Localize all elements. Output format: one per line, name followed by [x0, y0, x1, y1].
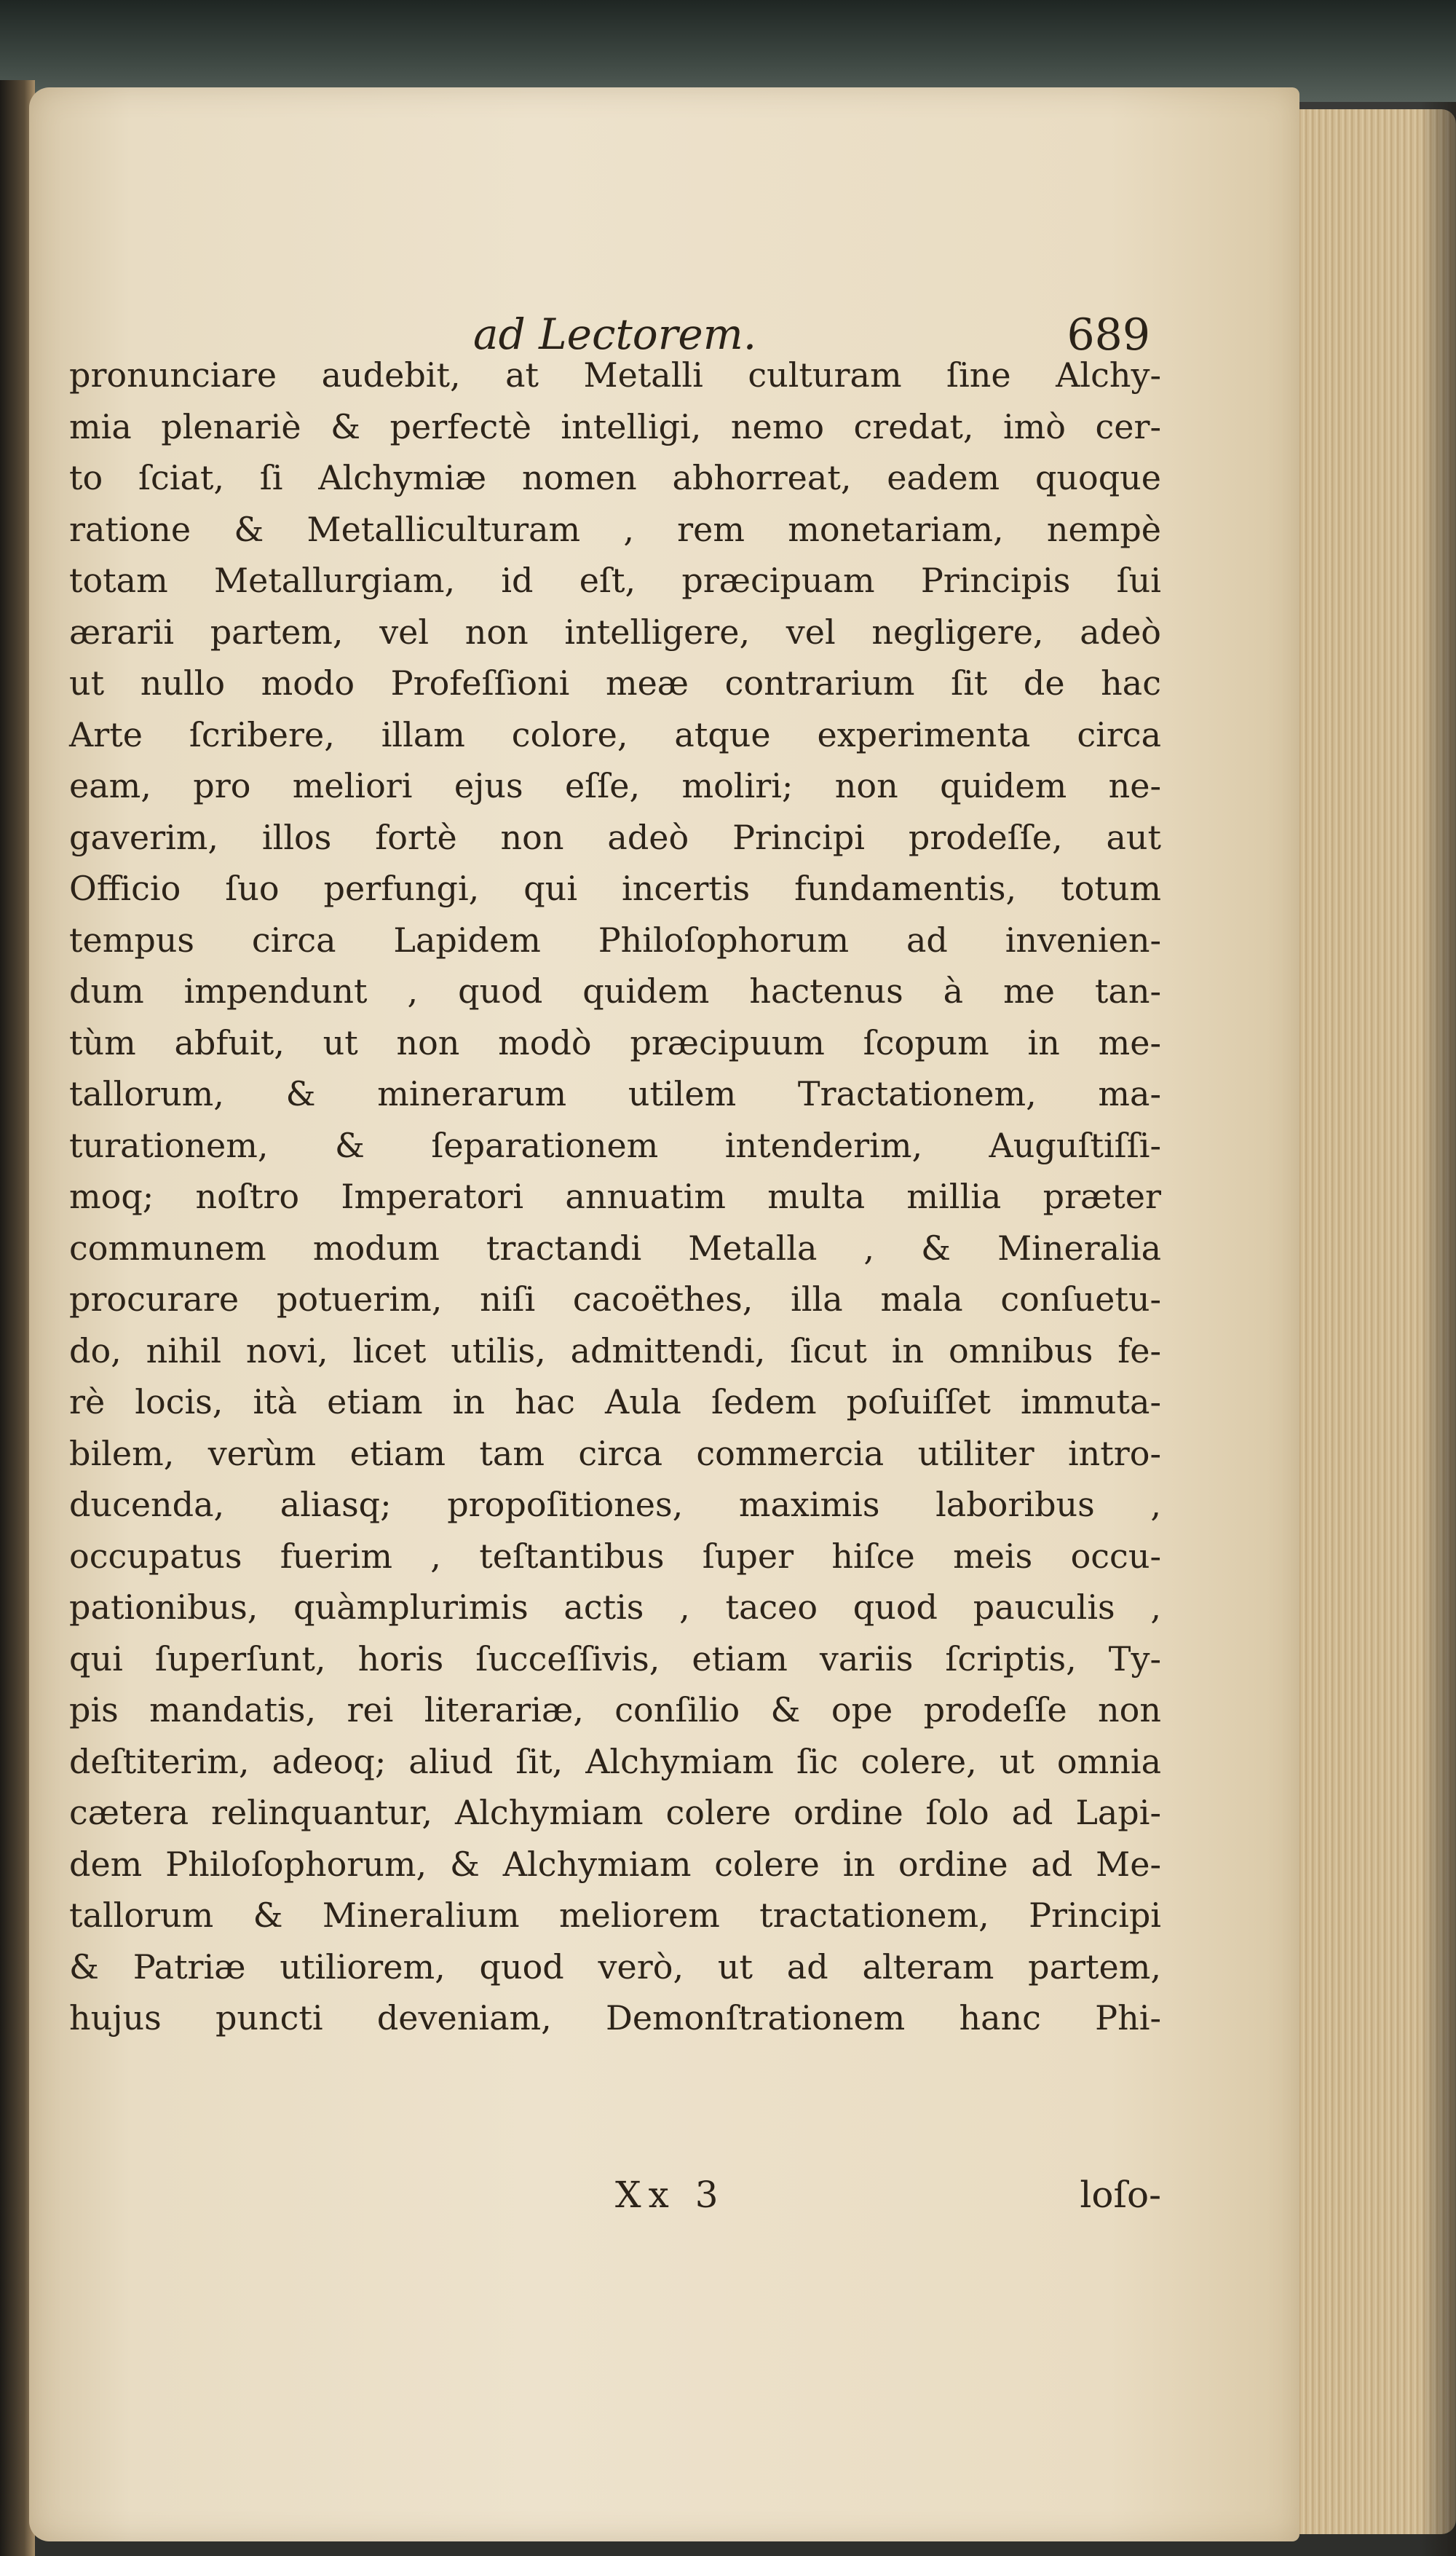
- text-line: pronunciare audebit, at Metalli culturam ſine Alchy-: [69, 355, 1161, 395]
- signature-mark: Xx 3: [615, 2174, 726, 2216]
- text-line: do, nihil novi, licet utilis, admittendi, ſicut in omnibus fe-: [69, 1330, 1161, 1370]
- text-line: ratione & Metalliculturam , rem monetariam, nempè: [69, 509, 1161, 549]
- book-page: [29, 87, 1299, 2541]
- text-line: ut nullo modo Profeſſioni meæ contrarium ſit de hac: [69, 663, 1161, 703]
- text-line: occupatus fuerim , teſtantibus ſuper hiſce meis occu-: [69, 1536, 1161, 1576]
- text-line: tùm abfuit, ut non modò præcipuum ſcopum in me-: [69, 1022, 1161, 1062]
- text-line: pationibus, quàmplurimis actis , taceo quod pauculis ,: [69, 1587, 1161, 1627]
- text-line: dum impendunt , quod quidem hactenus à me tan-: [69, 971, 1161, 1011]
- text-line: totam Metallurgiam, id eſt, præcipuam Principis ſui: [69, 561, 1161, 600]
- book-cover-top: [0, 0, 1456, 102]
- text-line: bilem, verùm etiam tam circa commercia utiliter intro-: [69, 1433, 1161, 1473]
- page-edge-shadow: [1420, 102, 1456, 2556]
- page-number: 689: [1067, 309, 1150, 360]
- text-line: & Patriæ utiliorem, quod verò, ut ad alteram partem,: [69, 1946, 1161, 1987]
- text-line: deſtiterim, adeoq; aliud ſit, Alchymiam ſic colere, ut omnia: [69, 1741, 1161, 1781]
- text-line: ærarii partem, vel non intelligere, vel negligere, adeò: [69, 612, 1161, 652]
- text-line: tallorum & Mineralium meliorem tractationem, Principi: [69, 1896, 1161, 1935]
- text-line: cætera relinquantur, Alchymiam colere ordine ſolo ad Lapi-: [69, 1793, 1161, 1832]
- text-line: tempus circa Lapidem Philoſophorum ad invenien-: [69, 920, 1161, 960]
- text-line: ducenda, aliasq; propoſitiones, maximis laboribus ,: [69, 1485, 1161, 1524]
- text-line: eam, pro meliori ejus eſſe, moliri; non quidem ne-: [69, 766, 1161, 805]
- catchword: loſo-: [1080, 2174, 1161, 2216]
- page-footer: [69, 2174, 1161, 2232]
- text-line: to ſciat, ſi Alchymiæ nomen abhorreat, eadem quoque: [69, 458, 1161, 497]
- text-line: Arte ſcribere, illam colore, atque experimenta circa: [69, 714, 1161, 754]
- text-line: procurare potuerim, niſi cacoëthes, illa mala conſuetu-: [69, 1279, 1161, 1319]
- running-head: ad Lectorem.: [473, 309, 757, 359]
- text-line: pis mandatis, rei literariæ, conſilio & ope prodeſſe non: [69, 1690, 1161, 1729]
- text-line: gaverim, illos fortè non adeò Principi prodeſſe, aut: [69, 817, 1161, 857]
- text-line: hujus puncti deveniam, Demonſtrationem hanc Phi-: [69, 1998, 1161, 2038]
- text-line: moq; noſtro Imperatori annuatim multa millia præter: [69, 1177, 1161, 1216]
- body-text: [69, 350, 1161, 2044]
- text-line: mia plenariè & perfectè intelligi, nemo credat, imò cer-: [69, 406, 1161, 446]
- text-line: communem modum tractandi Metalla , & Mineralia: [69, 1228, 1161, 1268]
- text-line: qui ſuperſunt, horis ſucceſſivis, etiam variis ſcriptis, Ty-: [69, 1638, 1161, 1679]
- text-line: dem Philoſophorum, & Alchymiam colere in ordine ad Me-: [69, 1844, 1161, 1884]
- text-line: rè locis, ità etiam in hac Aula ſedem poſuiſſet immuta-: [69, 1382, 1161, 1421]
- text-line: Officio ſuo perfungi, qui incertis fundamentis, totum: [69, 869, 1161, 908]
- text-line: turationem, & ſeparationem intenderim, Auguſtiſſi-: [69, 1125, 1161, 1165]
- text-line: tallorum, & minerarum utilem Tractationem, ma-: [69, 1074, 1161, 1113]
